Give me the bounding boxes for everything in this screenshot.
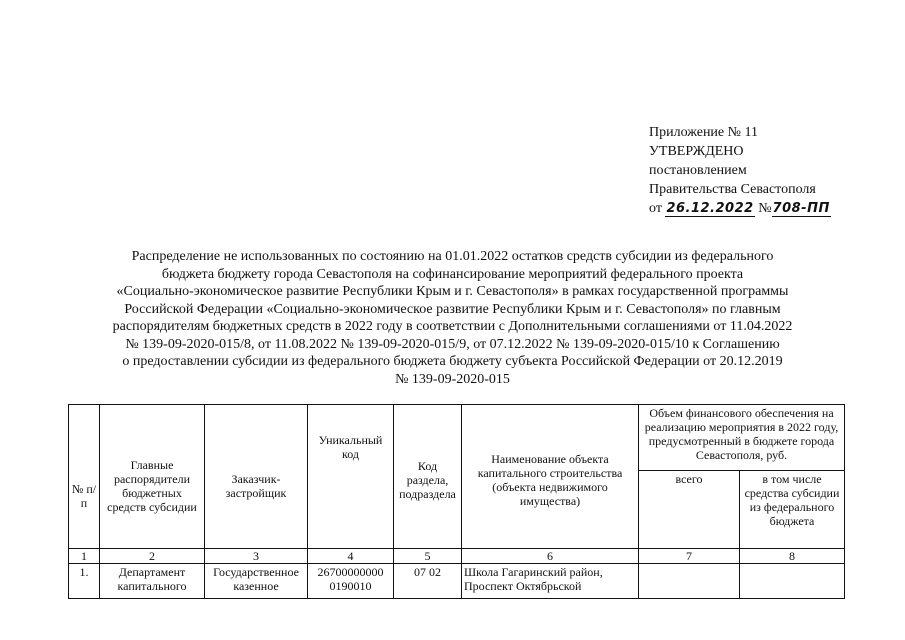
approved-label: УТВЕРЖДЕНО [649,144,744,159]
number-prefix: № [758,201,772,216]
column-number: 4 [308,549,394,564]
row-federal [740,564,845,599]
title-line: бюджета бюджету города Севастополя на софинансирование мероприятий федерального проекта [161,266,744,282]
header-distributors: Главные распорядители бюджетных средств субсидии [100,405,205,549]
title-line: о предоставлении субсидии из федерального бюджета бюджету субъекта Российской Федерации от 20.12.2019 [122,354,783,369]
table-row [69,564,845,599]
column-number: 2 [100,549,205,564]
column-number: 5 [394,549,462,564]
header-unique-code: Уникальный код [308,405,394,549]
column-number: 3 [205,549,308,564]
row-num: 1. [69,564,100,599]
title-line: № 139-09-2020-015/8, от 11.08.2022 № 139-09-2020-015/9, от 07.12.2022 № 139-09-2020-015/10 к Соглашению [125,336,780,352]
resolution-label: постановлением [649,163,747,178]
column-numbers-row [69,549,845,564]
column-number: 6 [462,549,639,564]
title-line: Распределение не использованных по состоянию на 01.01.2022 остатков средств субсидии из федерального [131,249,774,264]
row-unique-code: 26700000000 0190010 [308,564,394,599]
row-object-name: Школа Гагаринский район, Проспект Октябрьской [462,564,639,599]
header-section-code: Код раздела, подраздела [394,405,462,549]
column-number: 1 [69,549,100,564]
distribution-table [68,404,845,599]
approval-number: 708-ПП [772,201,830,216]
title-line: «Социально-экономическое развитие Республики Крым и г. Севастополя» в рамках государственной программы [116,284,789,299]
approval-date: 26.12.2022 [666,201,754,216]
title-line: Российской Федерации «Социально-экономическое развитие Республики Крым и г. Севастополя» по главным [124,301,781,317]
document-title [80,248,825,388]
header-customer: Заказчик-застройщик [205,405,308,549]
row-customer: Государственное казенное [205,564,308,599]
title-line: распорядителям бюджетных средств в 2022 году в соответствии с Дополнительными соглашениями от 11.04.2022 [112,319,793,334]
approval-date-line [649,199,899,218]
date-prefix: от [649,201,662,216]
header-funding: Объем финансового обеспечения на реализацию мероприятия в 2022 году, предусмотренный в бюджете города Севастополя, руб. [639,405,845,471]
title-line: № 139-09-2020-015 [395,371,510,387]
row-total [639,564,740,599]
column-number: 7 [639,549,740,564]
header-federal: в том числе средства субсидии из федерального бюджета [740,471,845,549]
table-header-row [69,405,845,471]
government-label: Правительства Севастополя [649,182,816,197]
header-total: всего [639,471,740,549]
row-distributor: Департамент капитального [100,564,205,599]
appendix-number: Приложение № 11 [649,125,758,140]
approval-block [649,123,899,218]
row-section-code: 07 02 [394,564,462,599]
column-number: 8 [740,549,845,564]
header-object-name: Наименование объекта капитального строительства (объекта недвижимого имущества) [462,405,639,549]
header-num: № п/п [69,405,100,549]
